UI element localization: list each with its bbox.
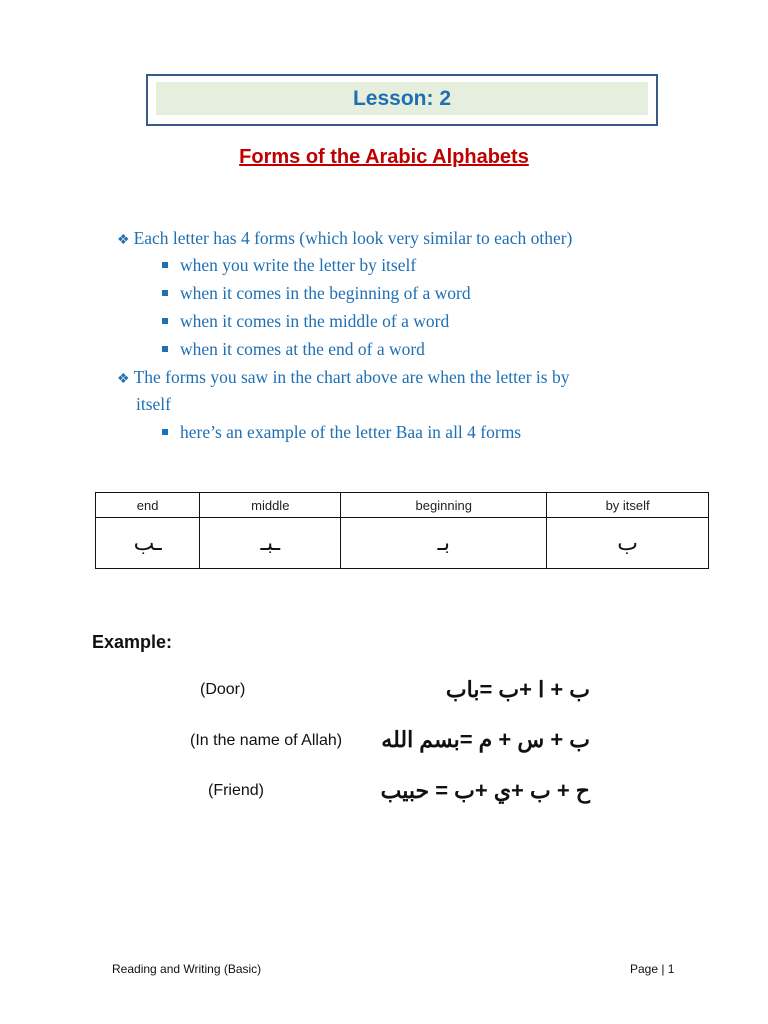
table-row <box>96 518 709 569</box>
example-arabic: ب + ا +ب =باب <box>445 677 590 702</box>
table-cell-end: ـب <box>96 518 200 569</box>
sub-bullet-item <box>162 311 449 331</box>
example-english: (Friend) <box>208 782 265 799</box>
table-header-middle: middle <box>200 493 341 518</box>
square-bullet-icon <box>162 429 168 435</box>
example-english: (In the name of Allah) <box>190 732 343 749</box>
example-label: Example: <box>92 632 173 652</box>
square-bullet-icon <box>162 290 168 296</box>
table-cell-middle: ـبـ <box>200 518 341 569</box>
sub-bullet-item <box>162 255 416 275</box>
example-arabic: ب + س + م =بسم الله <box>381 727 590 752</box>
bullet-item <box>117 367 569 390</box>
letter-forms-table <box>95 492 709 569</box>
sub-bullet-item <box>162 283 471 303</box>
lesson-title: Lesson: 2 <box>352 86 452 110</box>
sub-bullet-text: when it comes in the beginning of a word <box>180 283 471 303</box>
sub-bullet-text: here’s an example of the letter Baa in all 4 forms <box>180 422 522 442</box>
square-bullet-icon <box>162 318 168 324</box>
bullet-continuation: itself <box>136 394 171 414</box>
table-header-end: end <box>96 493 200 518</box>
bullet-text: The forms you saw in the chart above are when the letter is by <box>133 367 570 387</box>
sub-bullet-text: when it comes in the middle of a word <box>180 311 450 331</box>
square-bullet-icon <box>162 346 168 352</box>
sub-bullet-item <box>162 422 521 442</box>
sub-bullet-text: when it comes at the end of a word <box>180 339 425 359</box>
table-cell-by-itself: ب <box>547 518 709 569</box>
sub-bullet-text: when you write the letter by itself <box>180 255 417 275</box>
example-arabic: ح + ب +ي +ب = حبيب <box>380 778 590 803</box>
lesson-banner <box>156 82 648 115</box>
square-bullet-icon <box>162 262 168 268</box>
bullet-item <box>117 228 572 251</box>
table-header-by-itself: by itself <box>547 493 709 518</box>
page-title: Forms of the Arabic Alphabets <box>239 146 529 168</box>
table-cell-beginning: بـ <box>341 518 547 569</box>
lesson-box <box>146 74 658 126</box>
table-header-row <box>96 493 709 518</box>
footer-title: Reading and Writing (Basic) <box>112 962 262 976</box>
table-header-beginning: beginning <box>341 493 547 518</box>
bullet-text: Each letter has 4 forms (which look very similar to each other) <box>133 228 573 248</box>
diamond-bullet-icon: ❖ <box>117 372 130 387</box>
page-number: Page | 1 <box>630 962 675 976</box>
example-english: (Door) <box>200 681 246 698</box>
sub-bullet-item <box>162 339 425 359</box>
diamond-bullet-icon: ❖ <box>117 233 130 248</box>
